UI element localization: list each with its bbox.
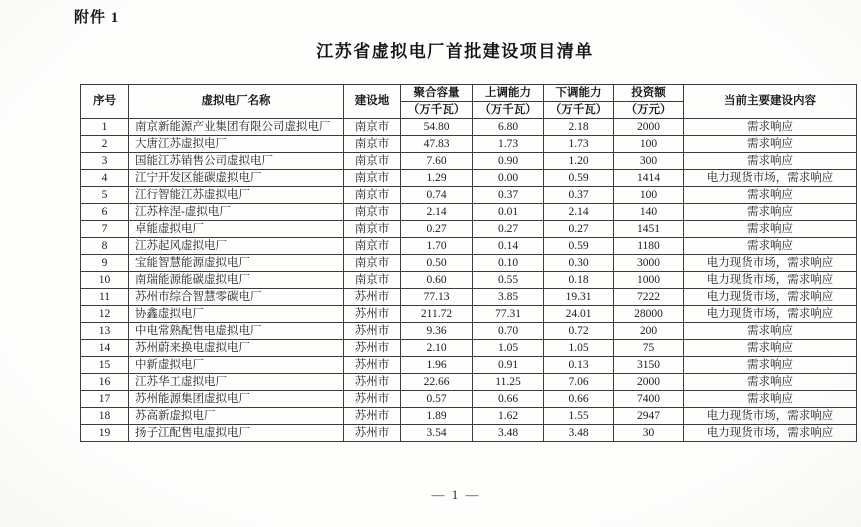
- cell-plant-name: 苏州市综合智慧零碳电厂: [129, 289, 344, 306]
- cell-plant-name: 协鑫虚拟电厂: [129, 306, 344, 323]
- cell-plant-name: 卓能虚拟电厂: [129, 221, 344, 238]
- cell-down-capability: 1.05: [544, 340, 614, 357]
- cell-plant-name: 中电常熟配售电虚拟电厂: [129, 323, 344, 340]
- cell-investment: 1414: [614, 170, 684, 187]
- cell-down-capability: 2.18: [544, 119, 614, 136]
- header-construction-content: 当前主要建设内容: [684, 85, 857, 119]
- cell-construction-content: 电力现货市场，需求响应: [684, 425, 857, 442]
- table-row: [81, 238, 857, 255]
- cell-capacity: 0.50: [401, 255, 473, 272]
- cell-down-capability: 0.37: [544, 187, 614, 204]
- cell-construction-content: 电力现货市场，需求响应: [684, 255, 857, 272]
- cell-up-capability: 1.62: [473, 408, 544, 425]
- cell-up-capability: 0.01: [473, 204, 544, 221]
- cell-up-capability: 1.05: [473, 340, 544, 357]
- cell-up-capability: 0.90: [473, 153, 544, 170]
- cell-location: 苏州市: [344, 425, 401, 442]
- table-body: [81, 119, 857, 442]
- cell-capacity: 0.27: [401, 221, 473, 238]
- cell-seq: 12: [81, 306, 129, 323]
- cell-capacity: 77.13: [401, 289, 473, 306]
- cell-location: 苏州市: [344, 306, 401, 323]
- cell-up-capability: 77.31: [473, 306, 544, 323]
- table-header: [81, 85, 857, 119]
- cell-investment: 75: [614, 340, 684, 357]
- cell-location: 南京市: [344, 272, 401, 289]
- cell-capacity: 211.72: [401, 306, 473, 323]
- cell-location: 苏州市: [344, 374, 401, 391]
- cell-seq: 14: [81, 340, 129, 357]
- table-row: [81, 204, 857, 221]
- cell-down-capability: 3.48: [544, 425, 614, 442]
- table-row: [81, 187, 857, 204]
- header-seq: 序号: [81, 85, 129, 119]
- cell-investment: 30: [614, 425, 684, 442]
- cell-down-capability: 0.18: [544, 272, 614, 289]
- cell-capacity: 2.10: [401, 340, 473, 357]
- cell-capacity: 54.80: [401, 119, 473, 136]
- cell-up-capability: 0.70: [473, 323, 544, 340]
- cell-location: 苏州市: [344, 357, 401, 374]
- cell-plant-name: 苏高新虚拟电厂: [129, 408, 344, 425]
- cell-plant-name: 苏州蔚来换电虚拟电厂: [129, 340, 344, 357]
- cell-up-capability: 6.80: [473, 119, 544, 136]
- cell-down-capability: 1.73: [544, 136, 614, 153]
- cell-up-capability: 3.85: [473, 289, 544, 306]
- cell-down-capability: 2.14: [544, 204, 614, 221]
- cell-down-capability: 19.31: [544, 289, 614, 306]
- table-row: [81, 170, 857, 187]
- cell-plant-name: 苏州能源集团虚拟电厂: [129, 391, 344, 408]
- cell-seq: 10: [81, 272, 129, 289]
- cell-investment: 3150: [614, 357, 684, 374]
- cell-construction-content: 需求响应: [684, 136, 857, 153]
- cell-capacity: 9.36: [401, 323, 473, 340]
- table-row: [81, 153, 857, 170]
- cell-up-capability: 0.91: [473, 357, 544, 374]
- cell-investment: 200: [614, 323, 684, 340]
- cell-seq: 6: [81, 204, 129, 221]
- table-row: [81, 221, 857, 238]
- cell-up-capability: 0.37: [473, 187, 544, 204]
- cell-up-capability: 0.00: [473, 170, 544, 187]
- table-row: [81, 340, 857, 357]
- cell-plant-name: 南瑞能源能碳虚拟电厂: [129, 272, 344, 289]
- table-row: [81, 119, 857, 136]
- cell-investment: 1180: [614, 238, 684, 255]
- cell-down-capability: 0.27: [544, 221, 614, 238]
- cell-investment: 300: [614, 153, 684, 170]
- cell-up-capability: 1.73: [473, 136, 544, 153]
- cell-location: 南京市: [344, 255, 401, 272]
- cell-location: 苏州市: [344, 408, 401, 425]
- table-row: [81, 255, 857, 272]
- cell-location: 苏州市: [344, 289, 401, 306]
- cell-construction-content: 需求响应: [684, 357, 857, 374]
- cell-seq: 17: [81, 391, 129, 408]
- cell-seq: 5: [81, 187, 129, 204]
- cell-capacity: 0.60: [401, 272, 473, 289]
- cell-capacity: 22.66: [401, 374, 473, 391]
- cell-construction-content: 需求响应: [684, 340, 857, 357]
- header-up-capability: 上调能力: [473, 85, 544, 102]
- cell-investment: 2000: [614, 374, 684, 391]
- header-up-unit: （万千瓦）: [473, 102, 544, 119]
- header-down-unit: （万千瓦）: [544, 102, 614, 119]
- cell-capacity: 1.96: [401, 357, 473, 374]
- cell-construction-content: 需求响应: [684, 187, 857, 204]
- cell-location: 南京市: [344, 187, 401, 204]
- cell-seq: 15: [81, 357, 129, 374]
- table-row: [81, 289, 857, 306]
- cell-plant-name: 大唐江苏虚拟电厂: [129, 136, 344, 153]
- cell-up-capability: 0.14: [473, 238, 544, 255]
- cell-capacity: 0.74: [401, 187, 473, 204]
- cell-construction-content: 需求响应: [684, 238, 857, 255]
- header-investment: 投资额: [614, 85, 684, 102]
- cell-plant-name: 江苏华工虚拟电厂: [129, 374, 344, 391]
- cell-location: 南京市: [344, 170, 401, 187]
- cell-seq: 3: [81, 153, 129, 170]
- table-row: [81, 357, 857, 374]
- cell-plant-name: 江苏梓涅-虚拟电厂: [129, 204, 344, 221]
- cell-up-capability: 0.66: [473, 391, 544, 408]
- cell-location: 南京市: [344, 221, 401, 238]
- table-row: [81, 323, 857, 340]
- cell-location: 南京市: [344, 204, 401, 221]
- cell-down-capability: 1.55: [544, 408, 614, 425]
- cell-capacity: 1.29: [401, 170, 473, 187]
- cell-location: 苏州市: [344, 391, 401, 408]
- cell-investment: 2000: [614, 119, 684, 136]
- cell-capacity: 3.54: [401, 425, 473, 442]
- cell-plant-name: 国能江苏销售公司虚拟电厂: [129, 153, 344, 170]
- cell-down-capability: 0.59: [544, 238, 614, 255]
- page-number: — 1 —: [431, 487, 481, 502]
- cell-capacity: 2.14: [401, 204, 473, 221]
- cell-plant-name: 南京新能源产业集团有限公司虚拟电厂: [129, 119, 344, 136]
- cell-up-capability: 3.48: [473, 425, 544, 442]
- cell-plant-name: 中新虚拟电厂: [129, 357, 344, 374]
- table-row: [81, 306, 857, 323]
- cell-location: 苏州市: [344, 340, 401, 357]
- cell-construction-content: 需求响应: [684, 153, 857, 170]
- cell-plant-name: 扬子江配售电虚拟电厂: [129, 425, 344, 442]
- cell-down-capability: 0.59: [544, 170, 614, 187]
- cell-location: 苏州市: [344, 323, 401, 340]
- header-plant-name: 虚拟电厂名称: [129, 85, 344, 119]
- attachment-label: 附件 1: [74, 10, 120, 26]
- cell-investment: 1000: [614, 272, 684, 289]
- cell-construction-content: 电力现货市场，需求响应: [684, 272, 857, 289]
- cell-down-capability: 7.06: [544, 374, 614, 391]
- cell-location: 南京市: [344, 119, 401, 136]
- cell-investment: 7222: [614, 289, 684, 306]
- cell-construction-content: 需求响应: [684, 391, 857, 408]
- cell-seq: 9: [81, 255, 129, 272]
- table-row: [81, 408, 857, 425]
- table-row: [81, 272, 857, 289]
- table-row: [81, 136, 857, 153]
- cell-capacity: 7.60: [401, 153, 473, 170]
- cell-seq: 19: [81, 425, 129, 442]
- cell-investment: 28000: [614, 306, 684, 323]
- cell-down-capability: 1.20: [544, 153, 614, 170]
- project-table: [80, 84, 857, 442]
- cell-seq: 8: [81, 238, 129, 255]
- cell-investment: 3000: [614, 255, 684, 272]
- cell-seq: 18: [81, 408, 129, 425]
- cell-seq: 1: [81, 119, 129, 136]
- cell-up-capability: 0.27: [473, 221, 544, 238]
- header-capacity-unit: （万千瓦）: [401, 102, 473, 119]
- cell-location: 南京市: [344, 238, 401, 255]
- cell-location: 南京市: [344, 136, 401, 153]
- cell-construction-content: 电力现货市场，需求响应: [684, 170, 857, 187]
- header-capacity: 聚合容量: [401, 85, 473, 102]
- cell-up-capability: 0.55: [473, 272, 544, 289]
- cell-construction-content: 需求响应: [684, 119, 857, 136]
- header-investment-unit: （万元）: [614, 102, 684, 119]
- cell-seq: 4: [81, 170, 129, 187]
- cell-construction-content: 电力现货市场，需求响应: [684, 408, 857, 425]
- cell-capacity: 1.89: [401, 408, 473, 425]
- cell-plant-name: 江苏起风虚拟电厂: [129, 238, 344, 255]
- cell-capacity: 1.70: [401, 238, 473, 255]
- table-row: [81, 425, 857, 442]
- header-row-1: [81, 85, 857, 102]
- cell-location: 南京市: [344, 153, 401, 170]
- cell-capacity: 47.83: [401, 136, 473, 153]
- cell-plant-name: 宝能智慧能源虚拟电厂: [129, 255, 344, 272]
- cell-up-capability: 0.10: [473, 255, 544, 272]
- cell-investment: 140: [614, 204, 684, 221]
- cell-seq: 2: [81, 136, 129, 153]
- cell-seq: 16: [81, 374, 129, 391]
- cell-plant-name: 江行智能江苏虚拟电厂: [129, 187, 344, 204]
- cell-down-capability: 0.30: [544, 255, 614, 272]
- cell-investment: 1451: [614, 221, 684, 238]
- cell-seq: 13: [81, 323, 129, 340]
- cell-plant-name: 江宁开发区能碳虚拟电厂: [129, 170, 344, 187]
- cell-construction-content: 需求响应: [684, 323, 857, 340]
- header-location: 建设地: [344, 85, 401, 119]
- cell-investment: 2947: [614, 408, 684, 425]
- cell-investment: 100: [614, 187, 684, 204]
- cell-down-capability: 24.01: [544, 306, 614, 323]
- cell-investment: 7400: [614, 391, 684, 408]
- cell-construction-content: 需求响应: [684, 204, 857, 221]
- cell-capacity: 0.57: [401, 391, 473, 408]
- cell-construction-content: 需求响应: [684, 221, 857, 238]
- cell-seq: 11: [81, 289, 129, 306]
- cell-down-capability: 0.72: [544, 323, 614, 340]
- cell-down-capability: 0.13: [544, 357, 614, 374]
- cell-seq: 7: [81, 221, 129, 238]
- page-title: 江苏省虚拟电厂首批建设项目清单: [316, 42, 594, 61]
- cell-construction-content: 电力现货市场，需求响应: [684, 289, 857, 306]
- cell-up-capability: 11.25: [473, 374, 544, 391]
- cell-investment: 100: [614, 136, 684, 153]
- table-row: [81, 374, 857, 391]
- cell-down-capability: 0.66: [544, 391, 614, 408]
- cell-construction-content: 电力现货市场，需求响应: [684, 306, 857, 323]
- cell-construction-content: 需求响应: [684, 374, 857, 391]
- header-down-capability: 下调能力: [544, 85, 614, 102]
- table-row: [81, 391, 857, 408]
